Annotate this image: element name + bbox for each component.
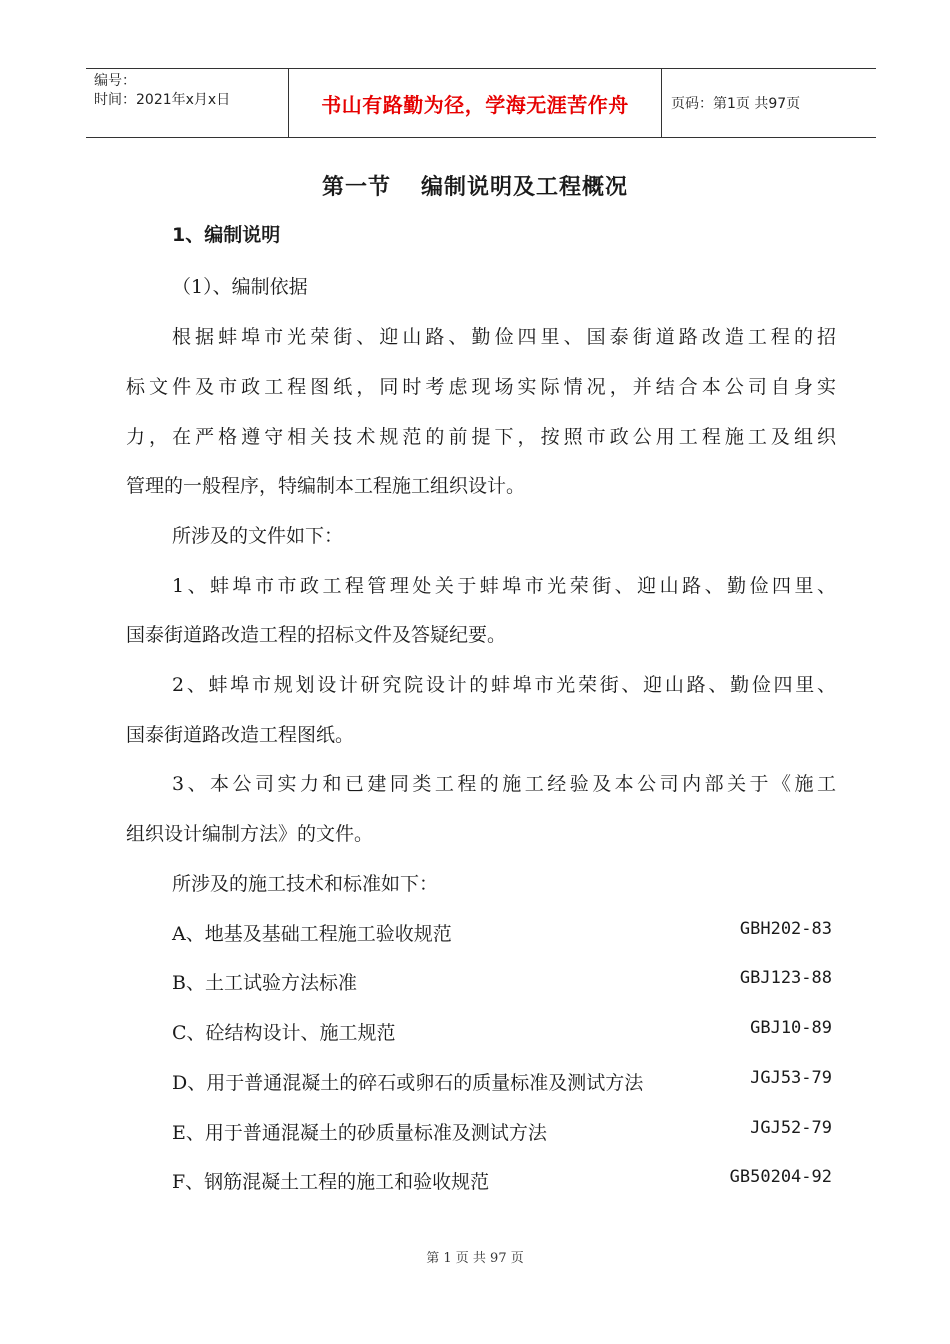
para-line-2: 标文件及市政工程图纸，同时考虑现场实际情况，并结合本公司自身实 [126,376,836,398]
number-label: 编号： [94,73,136,89]
header-page-label: 页码：第1页 共97页 [671,96,801,112]
files-intro: 所涉及的文件如下： [172,525,344,547]
standard-row [172,1068,832,1095]
file-1-line-1: 1、蚌埠市市政工程管理处关于蚌埠市光荣街、迎山路、勤俭四里、 [172,575,836,597]
sub-heading: （1）、编制依据 [172,276,308,298]
standard-code: GB50204-92 [729,1167,832,1187]
header-motto: 书山有路勤为径，学海无涯苦作舟 [288,69,662,137]
date-label: 时间：2021年x月x日 [94,92,231,108]
standard-code: GBH202-83 [739,919,832,939]
page-footer: 第 1 页 共 97 页 [426,1251,524,1266]
standard-code: GBJ123-88 [739,968,832,988]
header-table [86,68,876,138]
standard-name: B、土工试验方法标准 [172,972,357,994]
standard-name: E、用于普通混凝土的砂质量标准及测试方法 [172,1122,547,1144]
file-3-line-2: 组织设计编制方法》的文件。 [126,823,374,845]
standard-row [172,919,832,946]
standard-name: C、砼结构设计、施工规范 [172,1022,396,1044]
standard-name: F、钢筋混凝土工程的施工和验收规范 [172,1171,490,1193]
standard-row [172,1118,832,1145]
file-2-line-2: 国泰街道路改造工程图纸。 [126,724,355,746]
standard-code: JGJ53-79 [750,1068,832,1088]
standard-code: JGJ52-79 [750,1118,832,1138]
para-line-1: 根据蚌埠市光荣街、迎山路、勤俭四里、国泰街道路改造工程的招 [172,326,836,348]
para-line-3: 力，在严格遵守相关技术规范的前提下，按照市政公用工程施工及组织 [126,426,836,448]
title-section-number: 第一节 [321,175,391,200]
header-meta [86,69,288,137]
standard-name: D、用于普通混凝土的碎石或卵石的质量标准及测试方法 [172,1072,644,1094]
file-1-line-2: 国泰街道路改造工程的招标文件及答疑纪要。 [126,624,507,646]
page-title [0,170,950,201]
standard-row [172,1167,832,1194]
standard-row [172,1018,832,1045]
file-2-line-1: 2、蚌埠市规划设计研究院设计的蚌埠市光荣街、迎山路、勤俭四里、 [172,674,836,696]
standard-row [172,968,832,995]
section-heading: 1、编制说明 [172,224,281,246]
standards-intro: 所涉及的施工技术和标准如下： [172,873,439,895]
title-text: 编制说明及工程概况 [421,175,629,200]
file-3-line-1: 3、本公司实力和已建同类工程的施工经验及本公司内部关于《施工 [172,773,836,795]
standard-code: GBJ10-89 [750,1018,832,1038]
standard-name: A、地基及基础工程施工验收规范 [172,923,452,945]
para-line-4: 管理的一般程序，特编制本工程施工组织设计。 [126,475,526,497]
